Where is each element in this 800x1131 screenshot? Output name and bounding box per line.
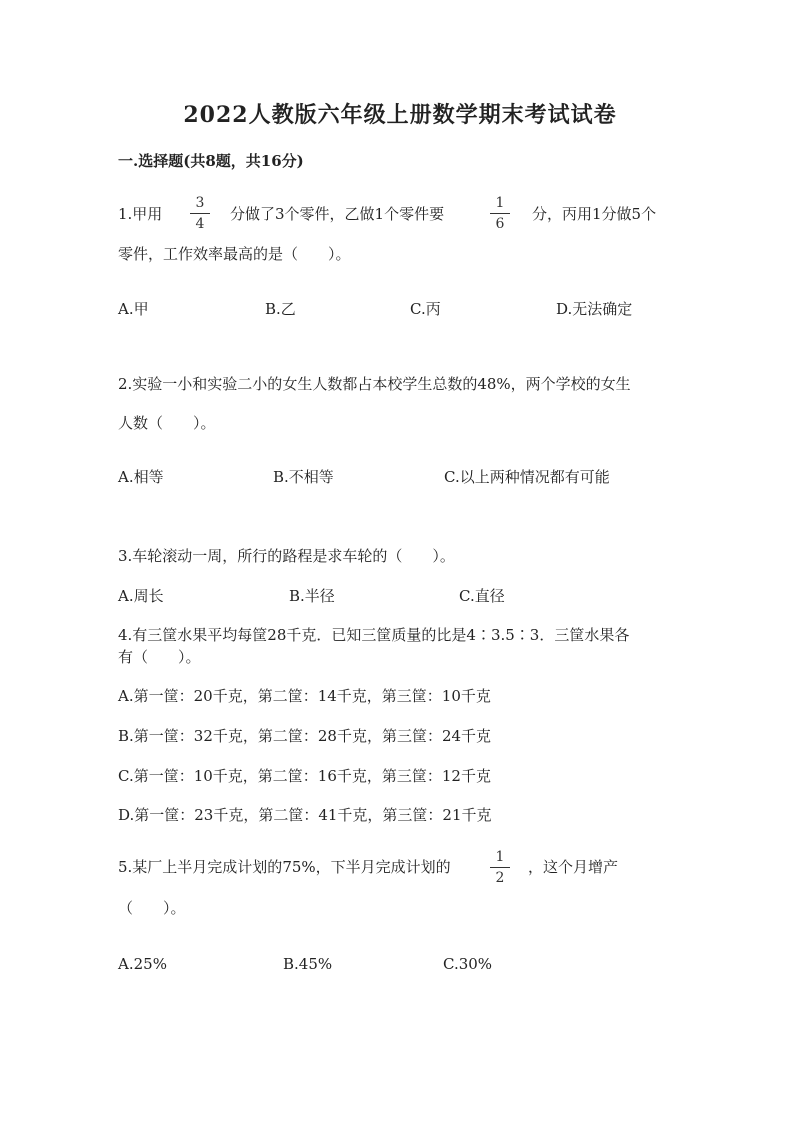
fraction	[490, 848, 510, 887]
option-d[interactable]: D.第一筐：23千克，第二筐：41千克，第三筐：21千克	[118, 806, 492, 824]
question-text: 1.甲用	[118, 205, 163, 223]
option-c[interactable]: C.第一筐：10千克，第二筐：16千克，第三筐：12千克	[118, 767, 491, 785]
fraction-denominator: 4	[195, 216, 205, 232]
option-b[interactable]: B.不相等	[273, 468, 334, 486]
fraction	[490, 194, 510, 233]
option-a[interactable]: A.25%	[118, 955, 167, 973]
fraction-numerator: 3	[195, 195, 205, 211]
section-heading: 一.选择题(共8题，共16分)	[118, 152, 304, 170]
option-a[interactable]: A.甲	[118, 300, 149, 318]
fraction-numerator: 1	[495, 849, 505, 865]
option-c[interactable]: C.丙	[410, 300, 441, 318]
option-c[interactable]: C.以上两种情况都有可能	[444, 468, 610, 486]
option-b[interactable]: B.半径	[289, 587, 335, 605]
option-c[interactable]: C.直径	[459, 587, 505, 605]
question-text: ，这个月增产	[528, 858, 619, 876]
question-text: （ ）。	[118, 899, 186, 917]
option-a[interactable]: A.周长	[118, 587, 164, 605]
question-text: 4.有三筐水果平均每筐28千克．已知三筐质量的比是4∶3.5∶3．三筐水果各	[118, 626, 630, 644]
question-text: 有（ ）。	[118, 648, 201, 666]
question-text: 人数（ ）。	[118, 414, 216, 432]
fraction-denominator: 2	[495, 870, 505, 886]
question-text: 分，丙用1分做5个	[532, 205, 657, 223]
option-c[interactable]: C.30%	[443, 955, 493, 973]
option-b[interactable]: B.45%	[283, 955, 333, 973]
option-b[interactable]: B.乙	[265, 300, 296, 318]
fraction	[190, 194, 210, 233]
question-text: 5.某厂上半月完成计划的75%，下半月完成计划的	[118, 858, 451, 876]
fraction-denominator: 6	[495, 216, 505, 232]
question-text: 分做了3个零件，乙做1个零件要	[230, 205, 445, 223]
option-a[interactable]: A.第一筐：20千克，第二筐：14千克，第三筐：10千克	[118, 687, 491, 705]
page-title: 2022人教版六年级上册数学期末考试试卷	[183, 102, 617, 128]
option-a[interactable]: A.相等	[118, 468, 164, 486]
question-text: 3.车轮滚动一周，所行的路程是求车轮的（ ）。	[118, 547, 455, 565]
fraction-numerator: 1	[495, 195, 505, 211]
option-d[interactable]: D.无法确定	[556, 300, 633, 318]
question-text: 零件，工作效率最高的是（ ）。	[118, 245, 351, 263]
option-b[interactable]: B.第一筐：32千克，第二筐：28千克，第三筐：24千克	[118, 727, 492, 745]
question-text: 2.实验一小和实验二小的女生人数都占本校学生总数的48%，两个学校的女生	[118, 375, 631, 393]
